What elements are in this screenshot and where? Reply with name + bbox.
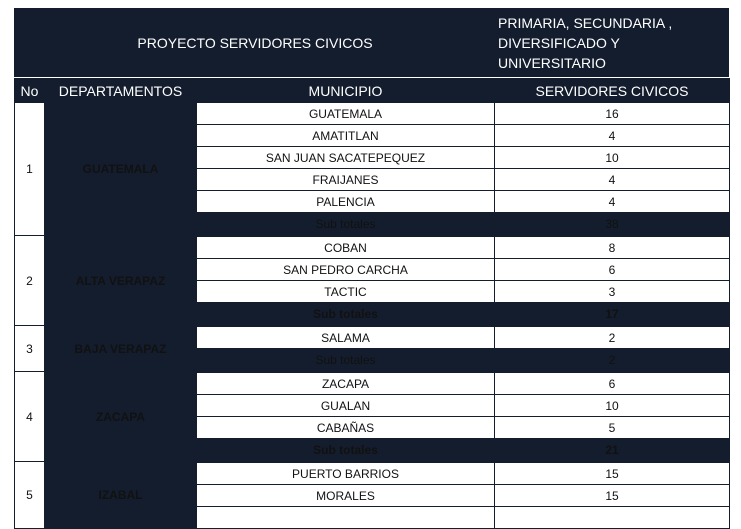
municipio-cell: SAN JUAN SACATEPEQUEZ: [197, 147, 495, 169]
subtotal-label: Sub totales: [197, 349, 495, 372]
education-levels-title: [496, 8, 729, 77]
table-body: [15, 103, 730, 529]
row-number-cell: 4: [15, 372, 45, 462]
subtotal-label: Sub totales: [197, 213, 495, 236]
table-row: [15, 103, 730, 125]
table-row: [15, 372, 730, 395]
subtotal-value: 38: [495, 213, 730, 236]
departamento-cell: ZACAPA: [45, 372, 197, 462]
servidores-cell: 6: [495, 372, 730, 395]
row-number-cell: 5: [15, 462, 45, 529]
subtotal-value: 21: [495, 439, 730, 462]
subtotal-label: Sub totales: [197, 303, 495, 326]
servidores-cell: 15: [495, 462, 730, 485]
municipio-cell: AMATITLAN: [197, 125, 495, 147]
municipio-cell: [197, 507, 495, 529]
servidores-table: [14, 78, 730, 529]
table-row: [15, 462, 730, 485]
departamento-cell: GUATEMALA: [45, 103, 197, 236]
column-header-servidores: SERVIDORES CIVICOS: [495, 79, 730, 103]
education-levels-line-1: PRIMARIA, SECUNDARIA ,: [498, 14, 673, 31]
departamento-cell: IZABAL: [45, 462, 197, 529]
municipio-cell: FRAIJANES: [197, 169, 495, 191]
servidores-cell: [495, 507, 730, 529]
servidores-cell: 10: [495, 147, 730, 169]
municipio-cell: SALAMA: [197, 326, 495, 349]
table-row: [15, 236, 730, 259]
municipio-cell: PALENCIA: [197, 191, 495, 213]
education-levels-line-2: DIVERSIFICADO Y UNIVERSITARIO: [498, 34, 620, 71]
servidores-cell: 4: [495, 169, 730, 191]
subtotal-label: Sub totales: [197, 439, 495, 462]
servidores-cell: 10: [495, 395, 730, 417]
servidores-cell: 4: [495, 125, 730, 147]
column-header-municipio: MUNICIPIO: [197, 79, 495, 103]
departamento-cell: ALTA VERAPAZ: [45, 236, 197, 326]
municipio-cell: TACTIC: [197, 281, 495, 303]
municipio-cell: GUATEMALA: [197, 103, 495, 125]
row-number-cell: 2: [15, 236, 45, 326]
column-header-departamentos: DEPARTAMENTOS: [45, 79, 197, 103]
municipio-cell: COBAN: [197, 236, 495, 259]
servidores-cell: 16: [495, 103, 730, 125]
servidores-cell: 8: [495, 236, 730, 259]
municipio-cell: SAN PEDRO CARCHA: [197, 259, 495, 281]
municipio-cell: ZACAPA: [197, 372, 495, 395]
table-row: [15, 326, 730, 349]
servidores-cell: 2: [495, 326, 730, 349]
project-title: PROYECTO SERVIDORES CIVICOS: [137, 34, 373, 51]
municipio-cell: GUALAN: [197, 395, 495, 417]
subtotal-value: 2: [495, 349, 730, 372]
column-header-no: No: [15, 79, 45, 103]
municipio-cell: PUERTO BARRIOS: [197, 462, 495, 485]
servidores-cell: 4: [495, 191, 730, 213]
servidores-cell: 15: [495, 485, 730, 507]
departamento-cell: BAJA VERAPAZ: [45, 326, 197, 372]
servidores-cell: 3: [495, 281, 730, 303]
row-number-cell: 1: [15, 103, 45, 236]
header-row: [15, 79, 730, 103]
servidores-cell: 5: [495, 417, 730, 439]
servidores-cell: 6: [495, 259, 730, 281]
municipio-cell: CABAÑAS: [197, 417, 495, 439]
municipio-cell: MORALES: [197, 485, 495, 507]
row-number-cell: 3: [15, 326, 45, 372]
subtotal-value: 17: [495, 303, 730, 326]
